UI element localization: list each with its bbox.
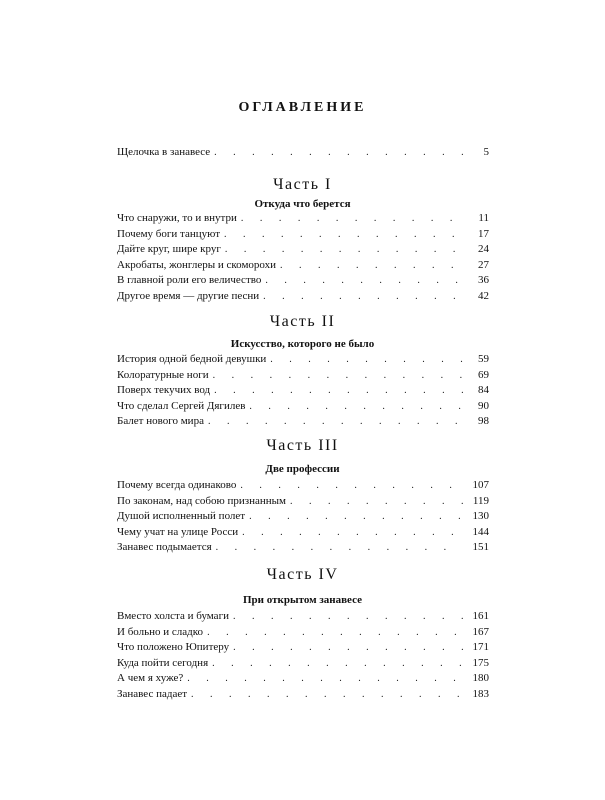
toc-entry	[117, 399, 489, 415]
part-1-entries	[117, 211, 489, 304]
toc-entry	[117, 494, 489, 510]
toc-entry	[117, 273, 489, 289]
dot-leader	[216, 540, 463, 556]
toc-entry	[117, 289, 489, 305]
toc-entry	[117, 227, 489, 243]
entry-page: 5	[483, 146, 489, 158]
dot-leader	[242, 525, 463, 541]
dot-leader	[191, 687, 463, 703]
entry-title: Чему учат на улице Росси	[117, 525, 239, 538]
entry-page: 175	[472, 656, 489, 669]
entry-page: 24	[478, 243, 489, 255]
entry-title: Почему всегда одинаково	[117, 479, 237, 491]
entry-page: 161	[472, 610, 489, 622]
toc-entry	[117, 352, 489, 368]
entry-page: 167	[472, 625, 489, 638]
toc-entry	[117, 258, 489, 274]
dot-leader	[270, 352, 463, 368]
part-2-heading: Часть II	[269, 313, 336, 330]
entry-title: Занавес падает	[117, 687, 188, 700]
entry-page: 11	[478, 212, 489, 224]
entry-page: 90	[478, 399, 489, 412]
part-1-subtitle: Откуда что берется	[254, 198, 351, 210]
toc-entry	[117, 540, 489, 556]
toc-entry	[117, 656, 489, 672]
entry-title: Что сделал Сергей Дягилев	[117, 399, 246, 412]
entry-title: Щелочка в занавесе	[117, 146, 211, 158]
dot-leader	[241, 211, 463, 227]
toc-entry	[117, 242, 489, 258]
entry-page: 107	[472, 479, 489, 491]
dot-leader	[207, 625, 463, 641]
dot-leader	[214, 383, 463, 399]
dot-leader	[249, 509, 463, 525]
toc-entry	[117, 211, 489, 227]
dot-leader	[233, 640, 463, 656]
toc-entry	[117, 640, 489, 656]
entry-page: 183	[472, 687, 489, 700]
entry-page: 36	[478, 274, 489, 286]
part-2-entries	[117, 352, 489, 430]
entry-page: 27	[478, 258, 489, 271]
part-1-heading: Часть I	[273, 176, 332, 193]
dot-leader	[224, 227, 463, 243]
entry-page: 17	[478, 227, 489, 240]
entry-page: 119	[472, 494, 489, 507]
entry-title: Другое время — другие песни	[117, 289, 260, 302]
toc-entry	[117, 687, 489, 703]
dot-leader	[240, 478, 463, 494]
dot-leader	[265, 273, 463, 289]
entry-title: И больно и сладко	[117, 625, 204, 638]
dot-leader	[249, 399, 463, 415]
entry-page: 98	[478, 415, 489, 427]
toc-entry	[117, 609, 489, 625]
part-3-entries	[117, 478, 489, 556]
dot-leader	[214, 145, 463, 161]
dot-leader	[212, 656, 463, 672]
toc-entry	[117, 525, 489, 541]
toc-entry	[117, 509, 489, 525]
entry-title: Занавес подымается	[117, 541, 212, 553]
entry-page: 69	[478, 368, 489, 381]
part-4-entries	[117, 609, 489, 702]
dot-leader	[225, 242, 463, 258]
toc-entry	[117, 368, 489, 384]
entry-page: 171	[472, 641, 489, 653]
entry-page: 180	[472, 672, 489, 684]
entry-page: 144	[472, 525, 489, 538]
entry-title: Почему боги танцуют	[117, 227, 221, 240]
dot-leader	[233, 609, 463, 625]
entry-title: Колоратурные ноги	[117, 368, 209, 381]
toc-entry	[117, 478, 489, 494]
entry-title: В главной роли его величество	[117, 274, 262, 286]
entry-page: 130	[472, 510, 489, 522]
entry-title: Балет нового мира	[117, 415, 204, 427]
entry-title: Дайте круг, шире круг	[117, 243, 221, 255]
entry-page: 151	[472, 541, 489, 553]
entry-title: Душой исполненный полет	[117, 510, 246, 522]
entry-title: По законам, над собою признанным	[117, 494, 287, 507]
part-3-subtitle: Две профессии	[265, 463, 340, 475]
part-2-subtitle: Искусство, которого не было	[230, 338, 375, 350]
part-3-heading: Часть III	[266, 437, 339, 454]
entry-title: Что снаружи, то и внутри	[117, 212, 237, 224]
toc-entry	[117, 625, 489, 641]
dot-leader	[208, 414, 463, 430]
entry-title: Что положено Юпитеру	[117, 641, 230, 653]
entry-title: История одной бедной девушки	[117, 353, 267, 365]
dot-leader	[290, 494, 463, 510]
dot-leader	[213, 368, 463, 384]
entry-title: Вместо холста и бумаги	[117, 610, 229, 622]
toc-entry	[117, 414, 489, 430]
entry-title: Куда пойти сегодня	[117, 656, 209, 669]
page-title: ОГЛАВЛЕНИЕ	[238, 100, 367, 115]
entry-title: Акробаты, жонглеры и скоморохи	[117, 258, 277, 271]
dot-leader	[263, 289, 463, 305]
entry-page: 42	[478, 289, 489, 302]
part-4-subtitle: При открытом занавесе	[243, 594, 362, 606]
dot-leader	[187, 671, 463, 687]
intro-entry-block	[117, 145, 489, 161]
toc-entry	[117, 383, 489, 399]
toc-entry	[117, 671, 489, 687]
entry-page: 59	[478, 353, 489, 365]
entry-title: Поверх текучих вод	[117, 384, 211, 396]
entry-page: 84	[478, 384, 489, 396]
part-4-heading: Часть IV	[266, 566, 339, 583]
toc-entry	[117, 145, 489, 161]
entry-title: А чем я хуже?	[117, 672, 184, 684]
dot-leader	[280, 258, 463, 274]
